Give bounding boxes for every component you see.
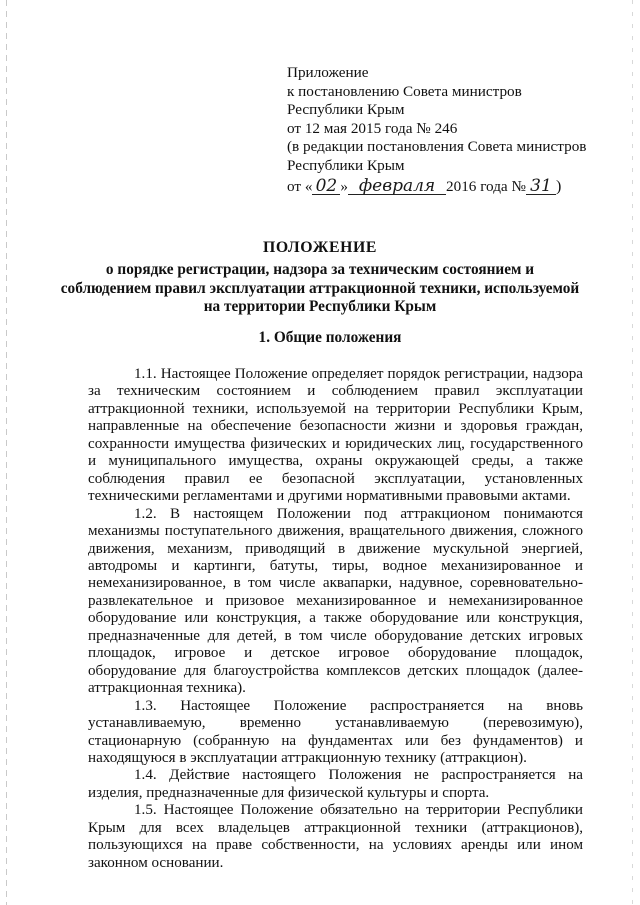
paragraph-1-2: 1.2. В настоящем Положении под аттракционом понимаются механизмы поступательного движения, вращательного движения, сложного движения, механизм, приводящий в движение мускульной энергией, автодромы и картинги, батуты, тиры, водное механизированное и немеханизированное, в том числе аквапарки, надувное, соревновательно-развлекательное и призовое механизированное и немеханизированное оборудование или конструкция, а также оборудование или конструкция, предназначенные для детей, в том числе оборудование детских игровых площадок, игровое и детское игровое оборудование площадок, оборудование для благоустройства комплексов детских площадок (далее-аттракционная техника). — [88, 505, 583, 697]
paragraph-1-4: 1.4. Действие настоящего Положения не распространяется на изделия, предназначенные для физической культуры и спорта. — [88, 767, 583, 801]
date-mid: » — [340, 177, 349, 195]
section-heading: 1. Общие положения — [258, 329, 402, 346]
appendix-line: Приложение — [287, 64, 369, 81]
document-title — [60, 239, 580, 317]
amendment-date-line — [287, 175, 607, 197]
appendix-line: (в редакции постановления Совета министров — [287, 138, 587, 156]
appendix-line: от 12 мая 2015 года № 246 — [287, 119, 458, 137]
handwritten-day: 02 — [312, 178, 340, 195]
title-line: о порядке регистрации, надзора за техническим состоянием и — [105, 261, 535, 279]
paragraph-1-3: 1.3. Настоящее Положение распространяется на вновь устанавливаемую, временно устанавливаемую (перевозимую), стационарную (собранную на фундаментах или без фундаментов) и находящуюся в эксплуатации аттракционную технику (аттракцион). — [88, 697, 583, 766]
date-close: ) — [555, 177, 562, 195]
date-year: 2016 года № — [446, 177, 526, 195]
date-prefix: от « — [287, 177, 313, 195]
paragraph-1-5: 1.5. Настоящее Положение обязательно на территории Республики Крым для всех владельцев аттракционной техники (аттракционов), пользующихся на праве собственности, на условиях аренды или ином законном основании. — [88, 802, 583, 871]
appendix-line: Республики Крым — [287, 156, 405, 174]
appendix-block — [287, 64, 607, 196]
section-body — [88, 366, 583, 872]
handwritten-number: 31 — [526, 178, 556, 195]
handwritten-month: февраля — [348, 178, 446, 195]
title-line: на территории Республики Крым — [203, 298, 437, 316]
appendix-line: Республики Крым — [287, 101, 405, 119]
title-line: соблюдением правил эксплуатации аттракционной техники, используемой — [60, 279, 580, 297]
appendix-line: к постановлению Совета министров — [287, 82, 522, 100]
title-main: ПОЛОЖЕНИЕ — [262, 239, 378, 256]
scan-edge-right — [632, 0, 633, 905]
paragraph-1-1: 1.1. Настоящее Положение определяет порядок регистрации, надзора за техническим состоянием и соблюдением правил эксплуатации аттракционной техники, используемой на территории Республики Крым, направленные на обеспечение безопасности жизни и здоровья граждан, сохранности имущества физических и юридических лиц, государственного и муниципального имущества, охраны окружающей среды, а также соблюдения правил ее безопасной эксплуатации, установленных техническими регламентами и другими нормативными правовыми актами. — [88, 366, 583, 505]
scan-edge-left — [6, 0, 7, 905]
